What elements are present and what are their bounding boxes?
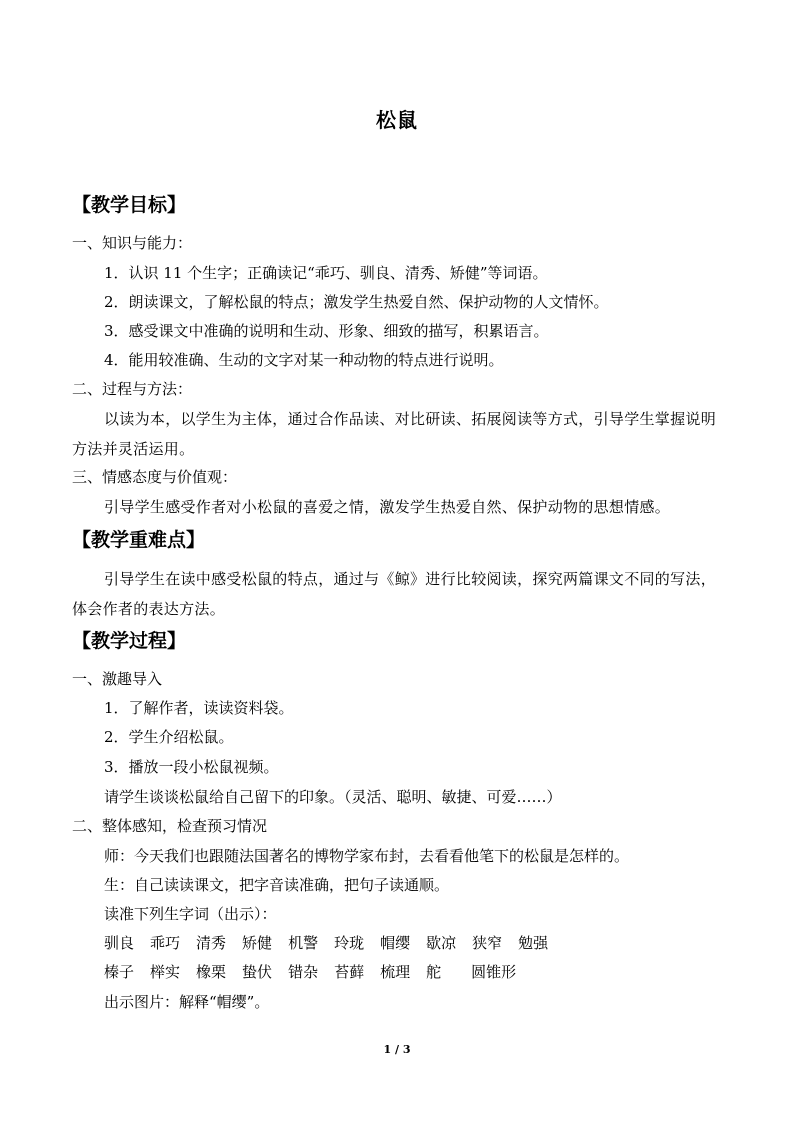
list-item: 2．朗读课文，了解松鼠的特点；激发学生热爱自然、保护动物的人文情怀。 xyxy=(104,293,609,311)
vocab-word: 苔藓 xyxy=(334,963,365,981)
picture-line: 出示图片：解释“帽缨”。 xyxy=(104,993,270,1011)
list-item: 2．学生介绍松鼠。 xyxy=(104,728,234,746)
vocab-word: 圆锥形 xyxy=(471,963,517,981)
list-item: 4．能用较准确、生动的文字对某一种动物的特点进行说明。 xyxy=(104,351,504,369)
list-item: 3．感受课文中准确的说明和生动、形象、细致的描写，积累语言。 xyxy=(104,322,549,340)
vocab-word: 榛子 xyxy=(104,963,135,981)
vocab-word: 梳理 xyxy=(380,963,411,981)
step-heading-1: 一、激趣导入 xyxy=(72,670,163,688)
vocab-word: 矫健 xyxy=(242,934,273,952)
vocab-word: 错杂 xyxy=(288,963,319,981)
vocab-word: 机警 xyxy=(288,934,319,952)
page-title: 松鼠 xyxy=(376,108,418,132)
section-heading-key-points: 【教学重难点】 xyxy=(72,529,206,551)
list-item: 1．认识 11 个生字；正确读记“乖巧、驯良、清秀、矫健”等词语。 xyxy=(104,264,548,282)
student-line: 生：自己读读课文，把字音读准确，把句子读通顺。 xyxy=(104,876,450,894)
vocab-word: 乖巧 xyxy=(150,934,181,952)
subheading-emotion: 三、情感态度与价值观： xyxy=(72,468,238,486)
vocab-word: 清秀 xyxy=(196,934,227,952)
vocab-word: 橡栗 xyxy=(196,963,227,981)
vocab-word: 勉强 xyxy=(518,934,549,952)
section-heading-goals: 【教学目标】 xyxy=(72,194,187,216)
teacher-line: 师：今天我们也跟随法国著名的博物学家布封，去看看他笔下的松鼠是怎样的。 xyxy=(104,847,630,865)
vocab-row-1 xyxy=(104,932,564,954)
vocab-word: 驯良 xyxy=(104,934,135,952)
step-heading-2: 二、整体感知，检查预习情况 xyxy=(72,817,268,835)
subheading-process: 二、过程与方法： xyxy=(72,380,193,398)
vocab-row-2 xyxy=(104,961,532,983)
section-heading-process: 【教学过程】 xyxy=(72,630,187,652)
vocab-word: 歇凉 xyxy=(426,934,457,952)
words-intro: 读准下列生字词（出示）： xyxy=(104,905,277,923)
list-item: 1．了解作者，读读资料袋。 xyxy=(104,699,294,717)
vocab-word: 蛰伏 xyxy=(242,963,273,981)
vocab-word: 舵 xyxy=(426,963,442,981)
vocab-word: 榉实 xyxy=(150,963,181,981)
vocab-word: 狭窄 xyxy=(472,934,503,952)
subheading-knowledge: 一、知识与能力： xyxy=(72,234,193,252)
note-line: 请学生谈谈松鼠给自己留下的印象。（灵活、聪明、敏捷、可爱……） xyxy=(104,788,562,806)
list-item: 3．播放一段小松鼠视频。 xyxy=(104,758,279,776)
paragraph-process: 以读为本，以学生为主体，通过合作品读、对比研读、拓展阅读等方式，引导学生掌握说明方法并灵活运用。 xyxy=(72,410,717,458)
paragraph-key-points: 引导学生在读中感受松鼠的特点，通过与《鲸》进行比较阅读，探究两篇课文不同的写法，体会作者的表达方法。 xyxy=(72,570,717,618)
vocab-word: 玲珑 xyxy=(334,934,365,952)
vocab-word: 帽缨 xyxy=(380,934,411,952)
paragraph-emotion: 引导学生感受作者对小松鼠的喜爱之情，激发学生热爱自然、保护动物的思想情感。 xyxy=(104,498,671,516)
page-indicator: 1 / 3 xyxy=(383,1043,411,1056)
